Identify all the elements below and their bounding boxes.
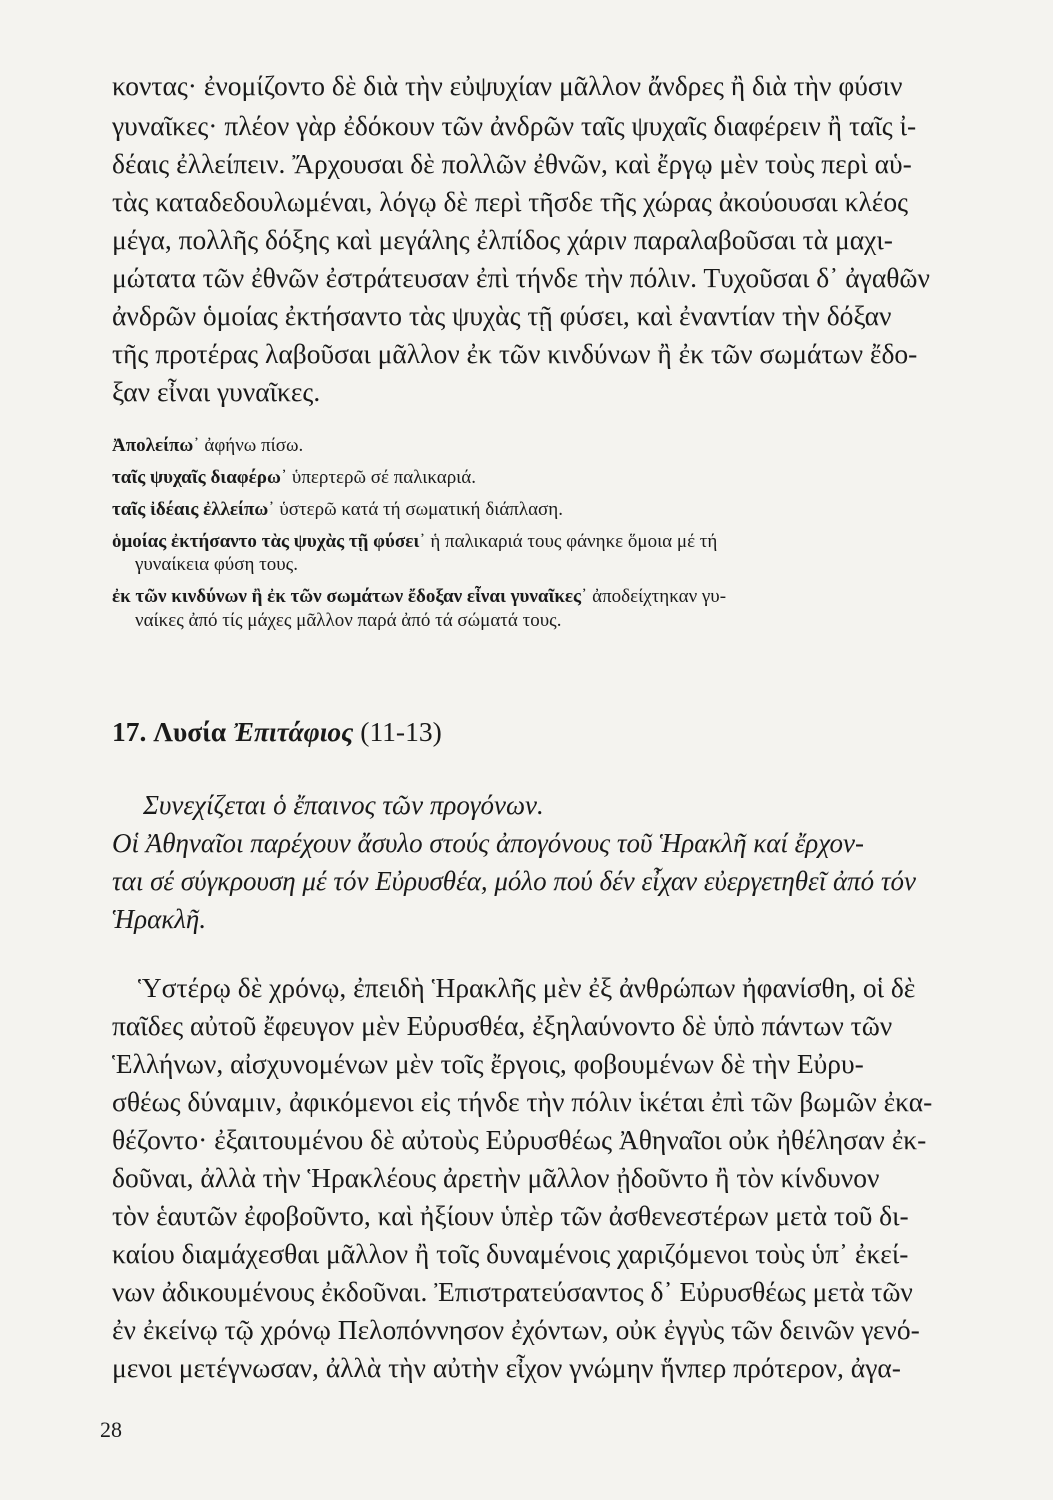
passage-16-line: μέγα, πολλῆς δόξης καὶ μεγάλης ἐλπίδος χάριν παραλαβοῦσαι τὰ μαχι- <box>112 224 893 255</box>
passage-16-line: ξαν εἶναι γυναῖκες. <box>112 376 321 407</box>
passage-17-line: τὸν ἑαυτῶν ἐφοβοῦντο, καὶ ἠξίουν ὑπὲρ τῶν ἀσθενεστέρων μετὰ τοῦ δι- <box>112 1200 909 1231</box>
gloss-entry: ἐκ τῶν κινδύνων ἢ ἐκ τῶν σωμάτων ἔδοξαν εἶναι γυναῖκες᾽ ἀποδείχτηκαν γυ- <box>112 586 727 607</box>
gloss-term: ταῖς ψυχαῖς διαφέρω <box>112 467 281 488</box>
gloss-term: ταῖς ἰδέαις ἐλλείπω <box>112 499 269 520</box>
passage-17-line: ἐν ἐκείνῳ τῷ χρόνῳ Πελοπόννησον ἐχόντων, οὐκ ἐγγὺς τῶν δεινῶν γενό- <box>112 1314 920 1345</box>
section-range: (11-13) <box>360 716 442 747</box>
passage-16-line: κοντας· ἐνομίζοντο δὲ διὰ τὴν εὐψυχίαν μᾶλλον ἄνδρες ἢ διὰ τὴν φύσιν <box>112 70 903 101</box>
gloss-continuation: ναίκες ἀπό τίς μάχες μᾶλλον παρά ἀπό τά σώματά τους. <box>135 610 562 631</box>
summary-line: Συνεχίζεται ὁ ἔπαινος τῶν προγόνων. <box>143 790 544 820</box>
passage-16-line: γυναῖκες· πλέον γὰρ ἐδόκουν τῶν ἀνδρῶν ταῖς ψυχαῖς διαφέρειν ἢ ταῖς ἰ- <box>112 110 917 141</box>
passage-16-line: μώτατα τῶν ἐθνῶν ἐστράτευσαν ἐπὶ τήνδε τὴν πόλιν. Τυχοῦσαι δ᾽ ἀγαθῶν <box>112 262 930 293</box>
gloss-entry: ταῖς ψυχαῖς διαφέρω᾽ ὑπερτερῶ σέ παλικαριά. <box>112 467 477 488</box>
passage-16-line: ἀνδρῶν ὁμοίας ἐκτήσαντο τὰς ψυχὰς τῇ φύσει, καὶ ἐναντίαν τὴν δόξαν <box>112 300 892 331</box>
section-author: Λυσία <box>153 716 227 747</box>
page-number: 28 <box>100 1417 122 1442</box>
section-work: Ἐπιτάφιος <box>232 716 354 747</box>
gloss-term: ἐκ τῶν κινδύνων ἢ ἐκ τῶν σωμάτων ἔδοξαν εἶναι γυναῖκες <box>112 586 582 607</box>
passage-17-line: καίου διαμάχεσθαι μᾶλλον ἢ τοῖς δυναμένοις χαριζόμενοι τοὺς ὑπ᾽ ἐκεί- <box>112 1238 909 1269</box>
passage-17-line: παῖδες αὐτοῦ ἔφευγον μὲν Εὐρυσθέα, ἐξηλαύνοντο δὲ ὑπὸ πάντων τῶν <box>112 1010 893 1041</box>
section-heading <box>112 716 442 748</box>
passage-16-line: τὰς καταδεδουλωμέναι, λόγῳ δὲ περὶ τῆσδε τῆς χώρας ἀκούουσαι κλέος <box>112 186 908 217</box>
passage-16-line: τῆς προτέρας λαβοῦσαι μᾶλλον ἐκ τῶν κινδύνων ἢ ἐκ τῶν σωμάτων ἔδο- <box>112 338 918 369</box>
gloss-definition: ἡ παλικαριά τους φάνηκε ὅμοια μέ τή <box>430 531 718 552</box>
summary-line: ται σέ σύγκρουση μέ τόν Εὐρυσθέα, μόλο πού δέν εἶχαν εὐεργετηθεῖ ἀπό τόν <box>112 866 917 896</box>
passage-17-line: σθέως δύναμιν, ἀφικόμενοι εἰς τήνδε τὴν πόλιν ἱκέται ἐπὶ τῶν βωμῶν ἐκα- <box>112 1086 933 1117</box>
gloss-entry: ὁμοίας ἐκτήσαντο τὰς ψυχὰς τῇ φύσει᾽ ἡ παλικαριά τους φάνηκε ὅμοια μέ τή <box>112 531 718 552</box>
passage-17-line: Ὑστέρῳ δὲ χρόνῳ, ἐπειδὴ Ἡρακλῆς μὲν ἐξ ἀνθρώπων ἠφανίσθη, οἱ δὲ <box>138 972 916 1003</box>
passage-17-line: νων ἀδικουμένους ἐκδοῦναι. Ἐπιστρατεύσαντος δ᾽ Εὐρυσθέως μετὰ τῶν <box>112 1276 913 1307</box>
passage-17-line: μενοι μετέγνωσαν, ἀλλὰ τὴν αὐτὴν εἶχον γνώμην ἥνπερ πρότερον, ἀγα- <box>112 1352 901 1383</box>
section-number: 17. <box>112 716 147 747</box>
gloss-term: ὁμοίας ἐκτήσαντο τὰς ψυχὰς τῇ φύσει <box>112 531 420 552</box>
gloss-entry: ταῖς ἰδέαις ἐλλείπω᾽ ὑστερῶ κατά τή σωματική διάπλαση. <box>112 499 563 520</box>
gloss-entry: Ἀπολείπω᾽ ἀφήνω πίσω. <box>112 435 304 456</box>
gloss-definition: ὑστερῶ κατά τή σωματική διάπλαση. <box>279 499 563 520</box>
passage-17-line: θέζοντο· ἐξαιτουμένου δὲ αὐτοὺς Εὐρυσθέως Ἀθηναῖοι οὐκ ἠθέλησαν ἐκ- <box>112 1124 927 1155</box>
summary-line: Ἡρακλῆ. <box>112 904 207 934</box>
gloss-definition: ὑπερτερῶ σέ παλικαριά. <box>291 467 477 488</box>
summary-line: Οἱ Ἀθηναῖοι παρέχουν ἄσυλο στούς ἀπογόνους τοῦ Ἡρακλῆ καί ἔρχον- <box>112 828 865 858</box>
passage-17-line: Ἑλλήνων, αἰσχυνομένων μὲν τοῖς ἔργοις, φοβουμένων δὲ τὴν Εὐρυ- <box>112 1048 864 1079</box>
gloss-continuation: γυναίκεια φύση τους. <box>135 554 298 575</box>
passage-16-line: δέαις ἐλλείπειν. Ἄρχουσαι δὲ πολλῶν ἐθνῶν, καὶ ἔργῳ μὲν τοὺς περὶ αὑ- <box>112 148 912 179</box>
passage-17-line: δοῦναι, ἀλλὰ τὴν Ἡρακλέους ἀρετὴν μᾶλλον ᾐδοῦντο ἢ τὸν κίνδυνον <box>112 1162 880 1193</box>
gloss-definition: ἀφήνω πίσω. <box>204 435 304 456</box>
gloss-definition: ἀποδείχτηκαν γυ- <box>592 586 727 607</box>
gloss-term: Ἀπολείπω <box>112 435 194 456</box>
